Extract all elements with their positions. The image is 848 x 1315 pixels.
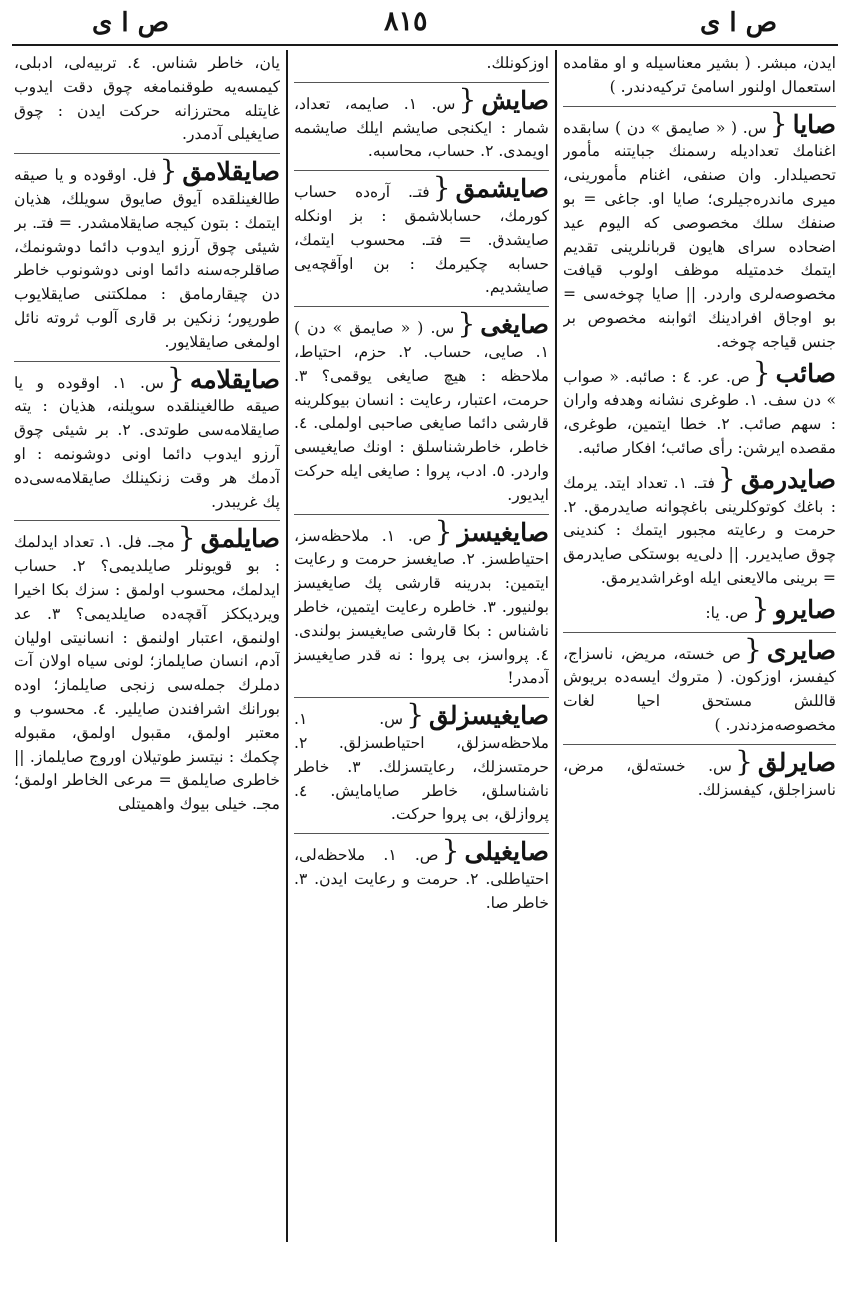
brace-glyph: { — [751, 591, 770, 625]
entry-text: فل. اوقوده و يا صيقه طالغينلقده آيوق صايوق سويلك، هذيان ايتمك : بتون كيجه صايقلامشدر. = فتـ. بر شيئى چوق آرزو ايدوب دائما دوشونمك، صاقلرجه‌سنه دائما اونى دوشونوب خاطر دن چيقارمامق : مملكتنى صايقلايوب طورپور؛ زنكين بر قارى آلوب ثروته نائل اولمغى صايقلايور. — [14, 166, 280, 351]
dictionary-entry — [14, 361, 280, 515]
dictionary-entry — [294, 833, 549, 915]
entry-headword: صايغيسزلق — [429, 701, 549, 731]
dictionary-entry — [14, 520, 280, 817]
header-rule — [12, 44, 838, 46]
entry-headword: صايقلامق — [182, 157, 280, 187]
dictionary-entry — [294, 697, 549, 827]
page-number: ٨١٥ — [384, 6, 428, 37]
entry-text: س. خسته‌لق، مرض، ناسزاجلق، كيفسزلك. — [563, 756, 836, 799]
dictionary-entry — [294, 170, 549, 300]
entry-headword: صايغيلى — [464, 837, 549, 867]
brace-glyph: { — [769, 106, 788, 140]
dictionary-entry — [563, 744, 836, 803]
entry-headword: صائب — [775, 358, 836, 388]
brace-glyph: { — [458, 82, 477, 116]
entry-headword: صايش — [481, 85, 549, 115]
entry-text: ايدن، مبشر. ( بشير معناسيله و او مقامده استعمال اولنور اسامیٔ تركيه‌دندر. ) — [563, 54, 836, 96]
entry-headword: صايغى — [480, 310, 549, 340]
column-right — [563, 52, 836, 1240]
brace-glyph: { — [159, 154, 178, 188]
entry-text: ص. ١. ملاحظه‌سز، احتياطسز. ٢. صايغسز حرمت و رعايت ايتمين: بدرينه قارشى پك صايغيسز بولنيور. ٣. خاطره رعايت ايتمين، خاطر ناشناس : بكا قارشى صايغيسز بولندى. ٤. پرواسز، بى پروا : نه قدر صايغيسز آدمدر! — [294, 526, 549, 688]
entry-text: س. ١. صايمه، تعداد، شمار : ايكنجى صايشم ايلك صايشمه اويمدى. ٢. حساب، محاسبه. — [294, 94, 549, 161]
entry-headword: صايا — [792, 109, 836, 139]
dictionary-entry — [563, 52, 836, 100]
entry-text: فتـ. ١. تعداد ايتد. يرمك : باغك كوتوكلرينى باغچوانه صايدرمق. ٢. حرمت و رعايته مجبور ايتمك : كندينى چوق صايديرر. || دلى‌يه بوستكى صايدرمق = برينى مالايعنى ايله اوغراشديرمق. — [563, 473, 836, 587]
brace-glyph: { — [735, 744, 753, 778]
column-middle — [294, 52, 549, 1240]
running-head-right: ص ا ى — [700, 8, 778, 38]
brace-glyph: { — [457, 307, 476, 341]
brace-glyph: { — [434, 514, 453, 548]
dictionary-entry — [294, 306, 549, 507]
entry-headword: صايقلامه — [189, 364, 280, 394]
entry-text: س. ( « صايمق » دن ) سابقده اغنامك تعداديله رسمنك جبايتنه مأمور تحصيلدار. وان صنفى، اغنام مأمورينى، ميرى ماندره‌جيلرى؛ صايا او. جاغى = بو صنفك سلك مخصوصى كه اليوم عيد اضحاده سراى هايون قربانلرينى تقديم ايتمك خدمتيله موظف اولوب قيافت مخصوصه‌لرى واردر. || صايا چوخه‌سى = بو اوجاق افرادينك اثوابنه مخصوص بر جنس قياجه چوخه. — [563, 118, 836, 351]
dictionary-entry — [294, 52, 549, 76]
brace-glyph: { — [717, 461, 736, 495]
entry-text: ص. عر. ٤ : صائبه. « صواب » دن سف. ١. طوغرى نشانه وهدفه واران : سهم صائب. ٢. خطا ايتمين، طوغرى، مقصده ايرشن: رأى صائب؛ افكار صائبه. — [563, 367, 836, 457]
running-head-left: ص ا ى — [92, 8, 170, 38]
brace-glyph: { — [177, 521, 196, 555]
brace-glyph: { — [744, 632, 762, 666]
entry-headword: صايشمق — [455, 174, 549, 204]
entry-text: س. ( « صايمق » دن ) ١. صايى، حساب. ٢. حزم، احتياط، ملاحظه : هيچ صايغى يوقمى؟ ٣. حرمت، اعتبار، رعايت : انسان بيوكلرينه قارشى دائما صايغى صاحبى اولملى. ٤. خاطر، خاطرشناسلق : اونك صايغيسى واردر. ٥. ادب، پروا : صايغى ايله حركت ايديور. — [294, 319, 549, 504]
dictionary-entry — [294, 82, 549, 164]
brace-glyph: { — [441, 834, 460, 868]
dictionary-entry — [563, 591, 836, 626]
brace-glyph: { — [432, 171, 451, 205]
dictionary-entry — [563, 355, 836, 461]
entry-text: ص خسته، مريض، ناسزاج، كيفسز، اوزكون. ( متروك ايسه‌ده بريوش قاللش مستحق احيا لغات مخصوصه‌مزدندر. ) — [563, 644, 836, 734]
entry-text: ص. ١. ملاحظه‌لى، احتياطلى. ٢. حرمت و رعايت ايدن. ٣. خاطر صا. — [294, 846, 549, 912]
entry-headword: صايغيسز — [457, 517, 549, 547]
entry-text: يان، خاطر شناس. ٤. تربيه‌لى، ادبلى، كيمسه‌يه طوقنمامغه چوق دقت ايدوب غايتله محترزانه حركت ايدن : چوق صايغيلى آدمدر. — [14, 54, 280, 144]
entry-headword: صايرو — [774, 594, 836, 624]
dictionary-entry — [14, 153, 280, 354]
entry-headword: صايرلق — [757, 747, 836, 777]
dictionary-entry — [14, 52, 280, 147]
column-divider-right — [555, 50, 557, 1242]
entry-headword: صايرى — [766, 635, 836, 665]
entry-text: اوزكونلك. — [486, 54, 549, 72]
dictionary-entry — [563, 106, 836, 355]
brace-glyph: { — [752, 355, 771, 389]
entry-text: ص. يا: — [705, 603, 749, 622]
entry-text: س. ١. ملاحظه‌سزلق، احتياطسزلق. ٢. حرمتسزلك، رعايتسزلك. ٣. خاطر ناشناسلق، خاطر صايامايش. ٤. پروازلق، بى پروا حركت. — [294, 710, 549, 824]
brace-glyph: { — [167, 361, 185, 395]
entry-headword: صايدرمق — [740, 464, 836, 494]
entry-text: فتـ. آره‌ده حساب كورمك، حسابلاشمق : بز اونكله صايشدق. = فتـ. محسوب ايتمك، حسابه چكيرمك : بن اوآقچه‌يى صايشديم. — [294, 183, 549, 297]
column-divider-left — [286, 50, 288, 1242]
entry-text: س. ١. اوقوده و يا صيقه طالغينلقده سويلنه، هذيان : يته صايقلامه‌سى طوتدى. ٢. بر شيئى چوق آرزو ايدوب دائما اونى دوشونمه : او آدمك هر وقت زنكينلك صايقلامه‌سى‌ده پك غريبدر. — [14, 373, 280, 511]
dictionary-entry — [563, 461, 836, 591]
dictionary-entry — [294, 514, 549, 692]
brace-glyph: { — [406, 698, 425, 732]
dictionary-entry — [563, 632, 836, 738]
entry-text: مجـ. فل. ١. تعداد ايدلمك : بو قويونلر صايلديمى؟ ٢. حساب ايدلمك، محسوب اولمق : سزك بكا اخيرا ويرديككز آقچه‌ده صايلديمى؟ ٣. عد اولنمق، اعتبار اولنمق : انسانيتى اوليان آدم، انسان صايلماز؛ لونى سياه اولان آت دملرك جمله‌سى زنجى صايلماز؛ اوده بورانك اشرافندن صايلير. ٤. محسوب و معتبر اولمق، مقبول اولمق، مقبوله چكمك : نيتسز طوتيلان اوروج صايلماز. || خاطرى صايلمق = مرعى الخاطر اولمق؛ مجـ. خيلى بيوك واهميتلى — [14, 533, 280, 814]
entry-headword: صايلمق — [200, 524, 280, 554]
column-left — [14, 52, 280, 1240]
